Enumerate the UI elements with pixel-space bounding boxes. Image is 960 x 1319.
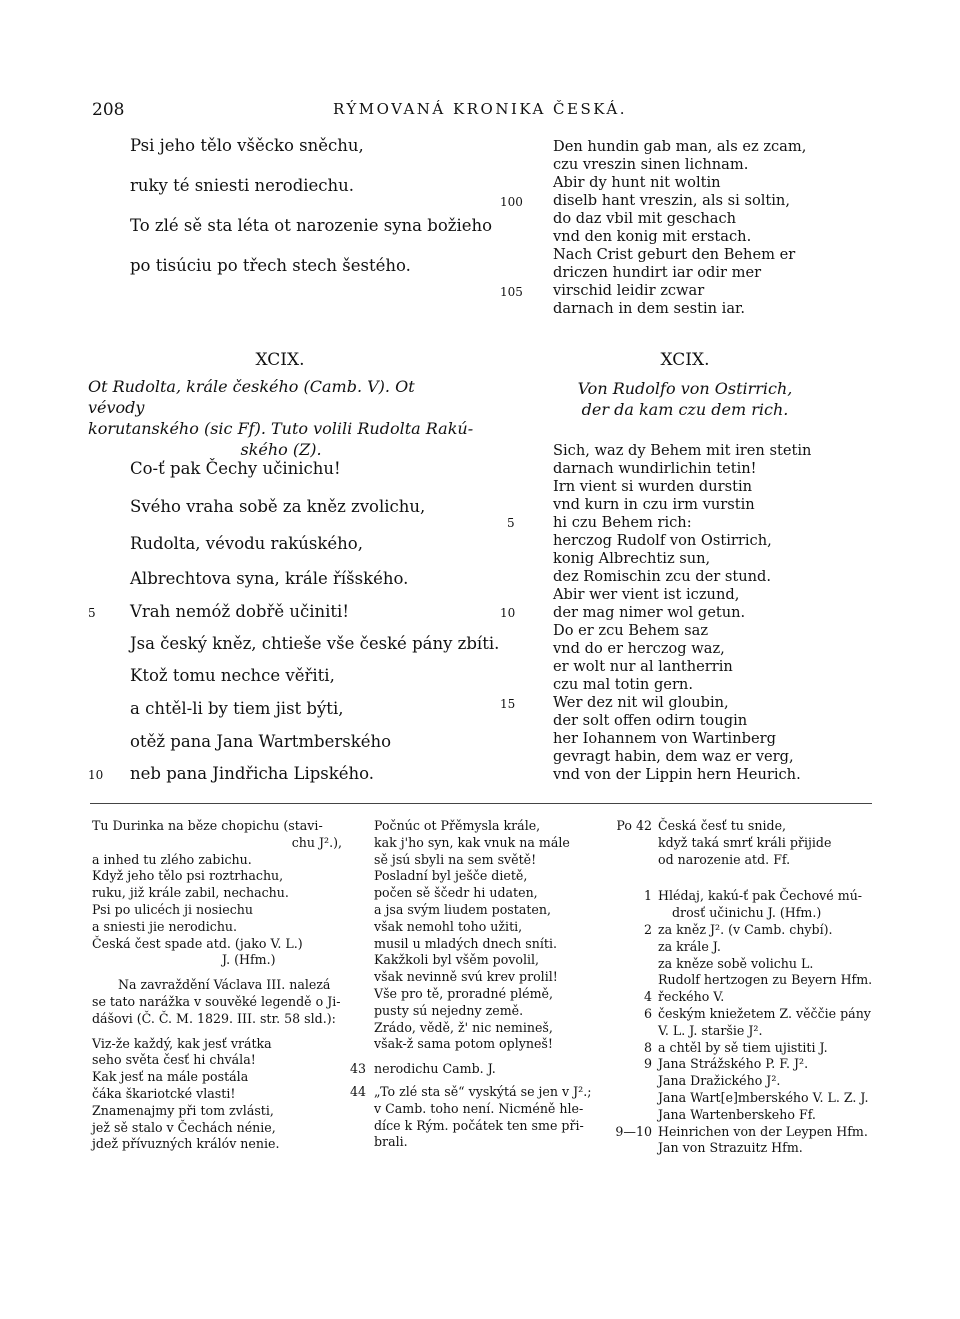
footnote-line: Počnúc ot Přěmysla krále, — [374, 818, 541, 833]
line-number: 100 — [500, 195, 523, 209]
verse-line: neb pana Jindřicha Lipského. — [130, 764, 375, 783]
line-number: 5 — [507, 516, 515, 530]
verse-line: darnach wundirlichin tetin! — [553, 460, 757, 477]
verse-line: darnach in dem sestin iar. — [553, 300, 746, 317]
footnote-line: Jana Dražického J². — [658, 1073, 781, 1089]
footnote-entry — [608, 989, 878, 1006]
footnote-line: se tato narážka v souvěké legendě o Ji- — [92, 993, 341, 1009]
footnote-number: Po 42 — [616, 818, 652, 833]
running-title: RÝMOVANÁ KRONIKA ČESKÁ. — [333, 100, 627, 118]
footnote-line: Kak jesť na mále postála — [92, 1069, 249, 1085]
footnote-line: ruku, již krále zabil, nechachu. — [92, 885, 289, 901]
footnote-line: a chtěl by sě tiem ujistiti J. — [658, 1039, 828, 1055]
footnote-line: musil u mladých dnech sníti. — [374, 935, 557, 951]
footnote-entry — [608, 1006, 878, 1040]
verse-line: vnd den konig mit erstach. — [553, 228, 752, 245]
footnote-line: Jana Strážského P. F. J². — [658, 1056, 809, 1072]
footnote-number: 9—10 — [615, 1123, 652, 1139]
verse-line: czu vreszin sinen lichnam. — [553, 156, 749, 173]
footnote-entry — [350, 1061, 600, 1078]
footnote-line: kak j'ho syn, kak vnuk na mále — [374, 834, 570, 850]
subtitle-line: korutanského (sic Ff). Tuto volili Rudolta Rakú- — [88, 419, 474, 438]
verse-line: Svého vraha sobě za kněz zvolichu, — [130, 497, 426, 516]
verse-line: herczog Rudolf von Ostirrich, — [553, 532, 772, 549]
footnote-line: Česká česť tu snide, — [658, 818, 787, 833]
verse-line: gevragt habin, dem waz er verg, — [553, 748, 794, 765]
footnote-number: 8 — [643, 1039, 652, 1055]
verse-line: Wer dez nit wil gloubin, — [553, 694, 729, 711]
footnote-line: Kakžkoli byl všěm povolil, — [374, 952, 540, 968]
footnote-line: za kněze sobě volichu L. — [658, 955, 814, 971]
footnote-line: čáka škariotcké vlasti! — [92, 1085, 236, 1101]
footnote-line: a inhed tu zlého zabichu. — [92, 851, 252, 867]
footnote-entry — [608, 818, 878, 868]
footnote-line: J. (Hfm.) — [222, 952, 276, 968]
verse-line: Jsa český kněz, chtieše vše české pány zbíti. — [130, 634, 500, 653]
footnote-line: chu J².), — [291, 834, 342, 850]
footnote-line: však-ž sama potom oplyneš! — [374, 1036, 553, 1052]
footnote-line: Znamenajmy při tom zvlásti, — [92, 1102, 274, 1118]
footnote-line: Heinrichen von der Leypen Hfm. — [658, 1123, 868, 1139]
verse-line: vnd do er herczog waz, — [553, 640, 725, 657]
footnote-line: Rudolf hertzogen zu Beyern Hfm. — [658, 972, 873, 988]
line-number: 10 — [500, 606, 516, 620]
line-number: 10 — [88, 768, 104, 782]
czech-section-subtitle — [88, 376, 474, 460]
verse-line: Co-ť pak Čechy učinichu! — [130, 459, 341, 478]
verse-line: virschid leidir zcwar — [553, 282, 705, 299]
footnote-entry — [608, 1124, 878, 1158]
footnote-line: Tu Durinka na běze chopichu (stavi- — [92, 818, 323, 833]
german-section-subtitle — [540, 378, 830, 420]
footnote-line: českým kniežetem Z. věččie pány — [658, 1005, 871, 1021]
subtitle-line: Von Rudolfo von Ostirrich, — [577, 379, 793, 398]
footnote-line: jež sě stalo v Čechách nénie, — [92, 1119, 276, 1135]
footnote-entry — [608, 922, 878, 989]
footnote-line: od narozenie atd. Ff. — [658, 851, 791, 867]
footnote-line: Zrádo, vědě, ž' nic nemineš, — [374, 1019, 553, 1035]
footnote-line: Viz-že každý, kak jesť vrátka — [92, 1035, 272, 1051]
footnote-line: sě jsú sbyli na sem světě! — [374, 851, 537, 867]
footnote-line: brali. — [374, 1134, 408, 1150]
footnote-number: 2 — [643, 921, 652, 937]
footnote-line: řeckého V. — [658, 989, 725, 1005]
footnote-line: Jan von Strazuitz Hfm. — [658, 1140, 803, 1156]
footnote-line: však nevinně svú krev prolil! — [374, 969, 558, 985]
footnote-line: dášovi (Č. Č. M. 1829. III. str. 58 sld.): — [92, 1010, 336, 1026]
footnote-line: jdež přívuzných králóv nenie. — [92, 1136, 280, 1152]
verse-line: ruky té sniesti nerodiechu. — [130, 176, 355, 195]
footnote-number: 44 — [350, 1083, 367, 1099]
line-number: 15 — [500, 697, 516, 711]
footnote-line: Když jeho tělo psi roztrhachu, — [92, 868, 284, 884]
footnote-line: „To zlé sta sě“ vyskýtá se jen v J².; — [374, 1083, 592, 1099]
footnote-line: v Camb. toho není. Nicméně hle- — [374, 1100, 584, 1116]
footnote-number: 1 — [643, 888, 652, 904]
czech-section-heading: XCIX. — [255, 350, 305, 370]
footnote-line: Vše pro tě, proradné plémě, — [374, 985, 553, 1001]
verse-line: her Iohannem von Wartinberg — [553, 730, 776, 747]
footnote-line: a jsa svým liudem postaten, — [374, 901, 551, 917]
footnote-line: však nemohl toho užiti, — [374, 918, 523, 934]
footnote-line: za krále J. — [658, 938, 721, 954]
footnote-line: nerodichu Camb. J. — [374, 1061, 496, 1077]
footnote-line: Jana Wart[e]mberského V. L. Z. J. — [658, 1089, 869, 1105]
footnote-line: když taká smrť králi přijide — [658, 834, 832, 850]
verse-line: a chtěl-li by tiem jist býti, — [130, 699, 344, 718]
verse-line: der solt offen odirn tougin — [553, 712, 748, 729]
footnote-line: Na zavraždění Václava III. nalezá — [118, 977, 331, 993]
verse-line: po tisúciu po třech stech šestého. — [130, 256, 411, 275]
line-number: 105 — [500, 285, 523, 299]
subtitle-line: Ot Rudolta, krále českého (Camb. V). Ot vévody — [88, 377, 415, 417]
line-number: 5 — [88, 606, 96, 620]
footnote-line: Posladní byl ješče dietě, — [374, 868, 528, 884]
footnote-line: a sniesti jie nerodichu. — [92, 918, 238, 934]
footnote-line: díce k Rým. počátek ten sme při- — [374, 1117, 584, 1133]
verse-line: dez Romischin zcu der stund. — [553, 568, 771, 585]
verse-line: To zlé sě sta léta ot narozenie syna božieho — [130, 216, 493, 235]
verse-line: Sich, waz dy Behem mit iren stetin — [553, 442, 812, 459]
footnote-number: 9 — [643, 1056, 652, 1072]
footnote-line: Česká čest spade atd. (jako V. L.) — [92, 935, 303, 951]
footnote-entry — [608, 1056, 878, 1123]
subtitle-line: ského (Z). — [240, 440, 322, 459]
footnote-entry — [608, 888, 878, 922]
verse-line: vnd von der Lippin hern Heurich. — [553, 766, 801, 783]
footnote-line: Jana Wartenberskeho Ff. — [658, 1106, 816, 1122]
verse-line: Nach Crist geburt den Behem er — [553, 246, 796, 263]
verse-line: Abir dy hunt nit woltin — [553, 174, 721, 191]
verse-line: Irn vient si wurden durstin — [553, 478, 753, 495]
footnote-number: 4 — [643, 989, 652, 1005]
verse-line: er wolt nur al lantherrin — [553, 658, 733, 675]
footnote-line: V. L. J. staršie J². — [658, 1022, 763, 1038]
verse-line: do daz vbil mit geschach — [553, 210, 737, 227]
verse-line: czu mal totin gern. — [553, 676, 693, 693]
footnote-line: Hlédaj, kakú-ť pak Čechové mú- — [658, 888, 863, 904]
subtitle-line: der da kam czu dem rich. — [581, 400, 789, 419]
footnote-line: Psi po ulicéch ji nosiechu — [92, 901, 253, 917]
footnote-entry — [350, 1084, 600, 1151]
footnotes-column-1 — [92, 818, 342, 1153]
german-section-heading: XCIX. — [660, 350, 710, 370]
verse-line: Vrah nemóž dobřě učiniti! — [130, 602, 349, 621]
verse-line: Psi jeho tělo všěcko sněchu, — [130, 136, 364, 155]
verse-line: Rudolta, vévodu rakúského, — [130, 534, 363, 553]
verse-line: konig Albrechtiz sun, — [553, 550, 711, 567]
footnote-line: počen sě ščedr hi udaten, — [374, 885, 538, 901]
verse-line: otěž pana Jana Wartmberského — [130, 732, 392, 751]
footnote-line: drosť učinichu J. (Hfm.) — [672, 905, 822, 921]
verse-line: diselb hant vreszin, als si soltin, — [553, 192, 790, 209]
verse-line: der mag nimer wol getun. — [553, 604, 746, 621]
footnote-line: pusty sú nejedny země. — [374, 1002, 524, 1018]
footnote-line: za kněz J². (v Camb. chybí). — [658, 921, 833, 937]
verse-line: Den hundin gab man, als ez zcam, — [553, 138, 807, 155]
verse-line: vnd kurn in czu irm vurstin — [553, 496, 755, 513]
verse-line: Abir wer vient ist iczund, — [553, 586, 740, 603]
verse-line: Ktož tomu nechce věřiti, — [130, 666, 335, 685]
footnote-number: 43 — [350, 1061, 367, 1077]
footnote-rule — [90, 803, 872, 804]
footnotes-column-2 — [350, 818, 600, 1151]
footnote-number: 6 — [643, 1005, 652, 1021]
verse-line: driczen hundirt iar odir mer — [553, 264, 762, 281]
verse-line: Do er zcu Behem saz — [553, 622, 709, 639]
verse-line: Albrechtova syna, krále říšského. — [130, 569, 409, 588]
footnote-line: seho světa česť hi chvála! — [92, 1052, 256, 1068]
page-number: 208 — [92, 100, 125, 120]
footnote-entry — [608, 1040, 878, 1057]
verse-line: hi czu Behem rich: — [553, 514, 692, 531]
footnotes-column-3 — [608, 818, 878, 1157]
